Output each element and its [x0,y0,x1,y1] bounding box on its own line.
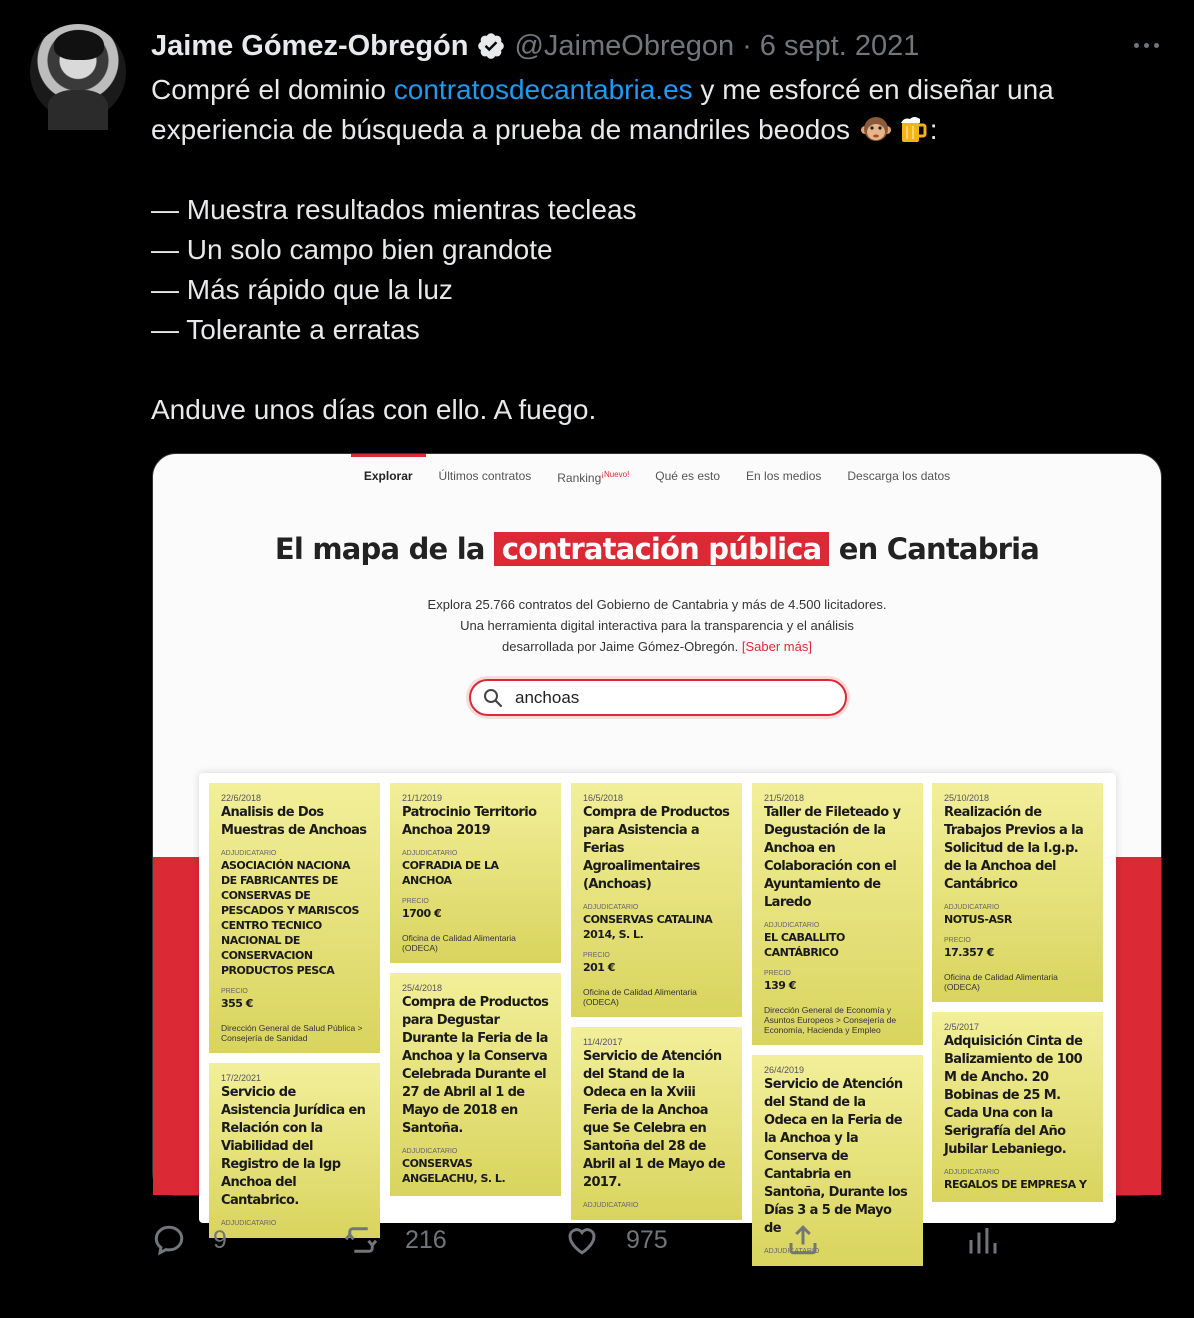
contract-title: Adquisición Cinta de Balizamiento de 100 M de Ancho. 20 Bobinas de 25 M. Cada Una con la Serigrafía del Año Jubilar Lebaniego. [944,1034,1083,1157]
contract-price: 1700 € [402,907,442,920]
bullet-line: — Muestra resultados mientras tecleas [151,194,637,225]
results-column [571,783,742,1230]
blank-line [151,350,1161,390]
adjudicatario-label: ADJUDICATARIO [944,904,1000,911]
results-column [209,783,380,1248]
author-avatar[interactable] [30,24,126,120]
tweet-date[interactable]: 6 sept. 2021 [759,29,920,62]
author-handle[interactable]: @JaimeObregon [514,29,735,62]
saber-mas-link[interactable]: [Saber más] [741,639,812,654]
tweet-actions [151,1222,1011,1262]
separator-dot: · [742,29,752,62]
nav-medios[interactable]: En los medios [746,469,822,483]
contract-adjudicatario: EL CABALLITO CANTÁBRICO [764,931,845,959]
nav-descarga[interactable]: Descarga los datos [847,469,951,483]
search-icon [483,688,503,708]
contract-date: 2/5/2017 [944,1022,980,1032]
retweet-button[interactable] [343,1222,447,1258]
title-segment: El mapa de la [274,532,494,566]
adjudicatario-label: ADJUDICATARIO [402,850,458,857]
tweet-line [151,110,1161,150]
contract-adjudicatario: NOTUS-ASR [944,913,1012,926]
contract-title: Compra de Productos para Asistencia a Ferias Agroalimentaires (Anchoas) [583,805,730,892]
like-button[interactable] [564,1222,668,1258]
title-highlight: contratación pública [494,532,830,566]
contract-adjudicatario: ASOCIACIÓN NACIONA DE FABRICANTES DE CONSERVAS DE PESCADOS Y MARISCOS CENTRO TECNICO NACIONAL DE CONSERVACION PRODUCTOS PESCA [221,859,359,977]
contract-card[interactable] [571,1027,742,1220]
tweet-text [151,70,1161,430]
site-nav [153,454,1161,498]
contract-price: 201 € [583,961,615,974]
contract-price: 355 € [221,997,253,1010]
domain-link[interactable]: contratosdecantabria.es [393,74,693,105]
nav-explorar[interactable]: Explorar [351,454,426,498]
contract-card[interactable] [932,1012,1103,1202]
beer-emoji-icon [896,113,928,145]
results-column [752,783,923,1276]
contract-organism: Oficina de Calidad Alimentaria (ODECA) [944,972,1058,992]
bullet-line: — Tolerante a erratas [151,314,420,345]
like-icon [564,1222,600,1258]
contract-adjudicatario: CONSERVAS ANGELACHU, S. L. [402,1157,506,1185]
adjudicatario-label: ADJUDICATARIO [583,904,639,911]
share-button[interactable] [785,1222,821,1258]
search-value: anchoas [515,687,580,707]
contract-date: 21/1/2019 [402,793,443,803]
contract-card[interactable] [571,783,742,1017]
contract-card[interactable] [932,783,1103,1002]
adjudicatario-label: ADJUDICATARIO [944,1169,1000,1176]
nav-que-es[interactable]: Qué es esto [655,469,721,483]
contract-date: 16/5/2018 [583,793,624,803]
adjudicatario-label: ADJUDICATARIO [221,1220,277,1227]
site-intro [153,594,1161,657]
contract-adjudicatario: CONSERVAS CATALINA 2014, S. L. [583,913,713,941]
adjudicatario-label: ADJUDICATARIO [221,850,277,857]
precio-label: PRECIO [402,898,429,905]
contract-title: Servicio de Atención del Stand de la Odeca en la Xviii Feria de la Anchoa que Se Celebra en Santoña del 28 de Abril al 1 de Mayo de 2017. [583,1049,725,1190]
precio-label: PRECIO [583,952,610,959]
contract-card[interactable] [752,783,923,1045]
contract-date: 26/4/2019 [764,1065,805,1075]
contract-card[interactable] [390,973,561,1196]
contract-adjudicatario: REGALOS DE EMPRESA Y [944,1178,1087,1191]
search-input[interactable] [469,679,847,716]
retweet-icon [343,1222,379,1258]
contract-date: 22/6/2018 [221,793,262,803]
intro-line [153,636,1161,657]
analytics-button[interactable] [965,1222,1001,1258]
site-title [153,532,1161,566]
adjudicatario-label: ADJUDICATARIO [764,922,820,929]
contract-title: Patrocinio Territorio Anchoa 2019 [402,805,537,838]
contract-title: Analisis de Dos Muestras de Anchoas [221,805,367,838]
reply-button[interactable] [151,1222,227,1258]
contract-price: 17.357 € [944,946,994,959]
like-count: 975 [626,1225,668,1254]
contract-date: 21/5/2018 [764,793,805,803]
contract-organism: Oficina de Calidad Alimentaria (ODECA) [583,987,697,1007]
precio-label: PRECIO [764,970,791,977]
analytics-icon [965,1222,1001,1258]
nav-ranking-label: Ranking [557,470,602,485]
verified-icon [476,31,506,61]
reply-icon [151,1222,187,1258]
bullet-line: — Un solo campo bien grandote [151,234,553,265]
contract-organism: Dirección General de Salud Pública > Consejería de Sanidad [221,1023,363,1043]
author-name[interactable]: Jaime Gómez-Obregón [151,29,469,62]
retweet-count: 216 [405,1225,447,1254]
text-segment: : [929,114,938,145]
results-column [932,783,1103,1212]
text-segment: experiencia de búsqueda a prueba de mandriles beodos [151,114,858,145]
contract-title: Servicio de Atención del Stand de la Odeca en la Feria de la Anchoa y la Conserva de Cantabria en Santoña, Durante los Días 3 a 5 de Mayo de [764,1077,908,1236]
intro-segment: desarrollada por Jaime Gómez-Obregón. [502,639,742,654]
tweet-header [151,26,919,66]
adjudicatario-label: ADJUDICATARIO [583,1202,639,1209]
blank-line [151,150,1161,190]
contract-organism: Dirección General de Economía y Asuntos Europeos > Consejería de Economía, Hacienda y Empleo [764,1005,897,1035]
precio-label: PRECIO [221,988,248,995]
adjudicatario-label: ADJUDICATARIO [764,1248,820,1255]
contract-date: 25/10/2018 [944,793,990,803]
text-segment: y me esforcé en diseñar una [692,74,1054,105]
contract-card[interactable] [209,783,380,1053]
contract-title: Taller de Fileteado y Degustación de la Anchoa en Colaboración con el Ayuntamiento de Laredo [764,805,901,910]
tweet-line [151,70,1161,110]
contract-date: 17/2/2021 [221,1073,262,1083]
nav-ranking[interactable] [544,453,642,500]
nav-ultimos[interactable]: Últimos contratos [438,469,532,483]
bullet-line: — Más rápido que la luz [151,274,453,305]
results-column [390,783,561,1206]
contract-title: Servicio de Asistencia Jurídica en Relación con la Viabilidad del Registro de la Igp Anchoa del Cantabrico. [221,1085,366,1208]
contract-organism: Oficina de Calidad Alimentaria (ODECA) [402,933,516,953]
contract-adjudicatario: COFRADIA DE LA ANCHOA [402,859,499,887]
intro-line: Una herramienta digital interactiva para la transparencia y el análisis [460,618,854,633]
adjudicatario-label: ADJUDICATARIO [402,1148,458,1155]
intro-line: Explora 25.766 contratos del Gobierno de Cantabria y más de 4.500 licitadores. [427,597,887,612]
text-segment: Compré el dominio [151,74,394,105]
more-icon[interactable] [1126,30,1166,60]
contract-title: Realización de Trabajos Previos a la Solicitud de la I.g.p. de la Anchoa del Cantábrico [944,805,1084,892]
share-icon [785,1222,821,1258]
precio-label: PRECIO [944,937,971,944]
contract-card[interactable] [390,783,561,963]
contract-title: Compra de Productos para Degustar Durante la Feria de la Anchoa y la Conserva Celebrada Durante el 27 de Abril al 1 de Mayo de 2018 en Santoña. [402,995,549,1136]
closing-line: Anduve unos días con ello. A fuego. [151,394,597,425]
title-segment: en Cantabria [829,532,1040,566]
nav-badge: ¡Nuevo! [601,469,630,479]
contract-card[interactable] [209,1063,380,1238]
contract-price: 139 € [764,979,796,992]
reply-count: 9 [213,1225,227,1254]
contract-date: 25/4/2018 [402,983,443,993]
monkey-emoji-icon [860,113,892,145]
contract-date: 11/4/2017 [583,1037,623,1047]
